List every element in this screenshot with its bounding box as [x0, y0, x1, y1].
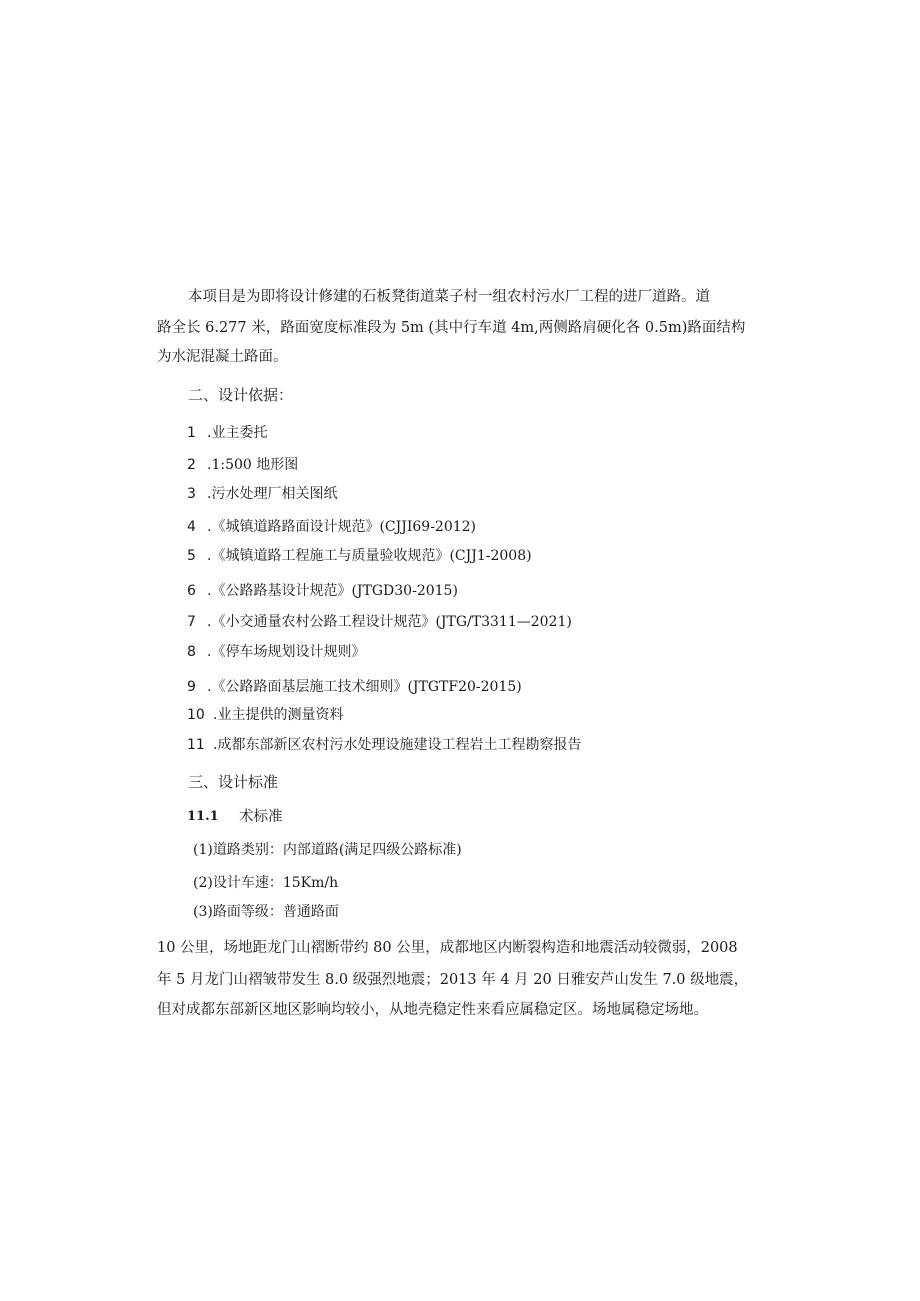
basis-item-number: 10	[187, 707, 205, 723]
basis-item-number: 3	[187, 486, 196, 502]
basis-item-number: 2	[187, 457, 196, 473]
basis-item-number: 4	[187, 519, 196, 535]
standard-item: (1)道路类别：内部道路(满足四级公路标准)	[193, 842, 462, 858]
basis-item-number: 5	[187, 548, 196, 564]
geology-line-3: 但对成都东部新区地区影响均较小，从地壳稳定性来看应属稳定区。场地属稳定场地。	[157, 1002, 708, 1018]
standard-item: (2)设计车速：15Km/h	[193, 875, 339, 891]
standards-heading: 三、设计标准	[188, 773, 279, 791]
basis-item	[187, 735, 581, 755]
subheading-title: 术标准	[239, 809, 283, 825]
basis-item-number: 1	[187, 425, 196, 441]
basis-item-text: .《公路路基设计规范》(JTGD30-2015)	[207, 583, 458, 599]
subheading-number: 11.1	[187, 809, 219, 824]
basis-item	[187, 455, 298, 475]
basis-item	[187, 484, 337, 504]
basis-heading: 二、设计依据：	[188, 386, 294, 404]
basis-item-text: .业主提供的测量资料	[213, 707, 344, 723]
basis-item	[187, 423, 267, 443]
basis-item-text: .《公路路面基层施工技术细则》(JTGTF20-2015)	[207, 679, 522, 695]
basis-item-text: .成都东部新区农村污水处理设施建设工程岩土工程勘察报告	[213, 737, 582, 753]
basis-item-text: .《城镇道路工程施工与质量验收规范》(CJJ1-2008)	[207, 548, 532, 564]
basis-item-number: 8	[187, 644, 196, 660]
basis-item-text: .《城镇道路路面设计规范》(CJJI69-2012)	[207, 519, 477, 535]
basis-item	[187, 517, 476, 537]
basis-item	[187, 612, 572, 632]
basis-item-text: .污水处理厂相关图纸	[207, 486, 338, 502]
basis-item-text: .《小交通量农村公路工程设计规范》(JTG/T3311—2021)	[207, 614, 572, 630]
basis-item	[187, 546, 532, 566]
basis-item-number: 6	[187, 583, 196, 599]
intro-line-2: 路全长 6.277 米，路面宽度标准段为 5m (其中行车道 4m,两侧路肩硬化各 0.5m)路面结构	[157, 320, 746, 336]
intro-line-1: 本项目是为即将设计修建的石板凳街道菜子村一组农村污水厂工程的进厂道路。道	[188, 289, 710, 305]
basis-item-number: 7	[187, 614, 196, 630]
intro-line-3: 为水泥混凝土路面。	[157, 349, 288, 365]
basis-item-number: 11	[187, 737, 205, 753]
geology-line-2: 年 5 月龙门山褶皱带发生 8.0 级强烈地震；2013 年 4 月 20 日雅安芦山发生 7.0 级地震，	[157, 972, 749, 988]
basis-item-text: .1:500 地形图	[207, 457, 299, 473]
basis-item	[187, 581, 458, 601]
geology-line-1: 10 公里，场地距龙门山褶断带约 80 公里，成都地区内断裂构造和地震活动较微弱，2008	[157, 940, 738, 956]
basis-item-text: .业主委托	[207, 425, 268, 441]
basis-item-number: 9	[187, 679, 196, 695]
basis-item	[187, 705, 343, 725]
basis-item-text: .《停车场规划设计规则》	[207, 644, 366, 660]
standards-subheading	[187, 807, 283, 827]
basis-item	[187, 642, 365, 662]
basis-item	[187, 677, 522, 697]
standard-item: (3)路面等级：普通路面	[193, 904, 339, 920]
